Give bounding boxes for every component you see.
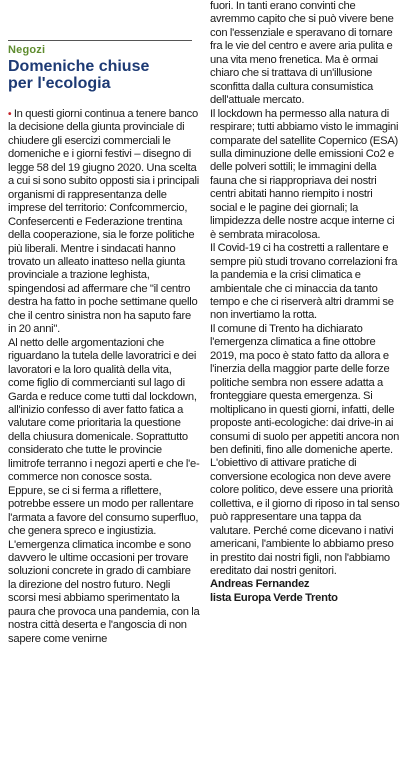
article-title-line-1: Domeniche chiuse bbox=[8, 58, 150, 75]
article-title-line-2: per l'ecologia bbox=[8, 75, 111, 92]
section-label: Negozi bbox=[8, 44, 46, 56]
paragraph-7: Il comune di Trento ha dichiarato l'emergenza climatica a fine ottobre 2019, ma poco è stato fatto da allora e l'inerzia della maggior parte delle forze politiche sembra non essere adatta a fronteggiare questa emergenza. Si moltiplicano in questi giorni, infatti, delle proposte anti-ecologiche: dai drive-in ai consumi di suolo per appetiti ancora non ben definiti, fino alle domeniche aperte. bbox=[210, 322, 400, 456]
paragraph-1-text: In questi giorni continua a tenere banco la decisione della giunta provinciale di chiudere gli esercizi commerciali le domeniche e i giorni festivi – disegno di legge 58 del 19 giugno 2020. Una scelta a cui si sono subito opposti sia i principali organismi di rappresentanza delle imprese del territorio: Confcommercio, Confesercenti e Federazione trentina della cooperazione, sia le forze politiche più liberali. Mentre i sindacati hanno trovato un alleato inatteso nella giunta provinciale a trazione leghista, spingendosi ad affermare che "il centro destra ha fatto in poche settimane quello che il centro sinistra non ha saputo fare in 20 anni". bbox=[8, 108, 199, 336]
paragraph-2: Al netto delle argomentazioni che riguardano la tutela delle lavoratrici e dei lavoratori e la loro qualità della vita, come figlio di commercianti sul lago di Garda e reduce come tutti dal lockdown, all'inizio confesso di aver fatto fatica a valutare come prioritaria la questione della chiusura domenicale. Soprattutto considerato che tutte le provincie limitrofe terranno i negozi aperti e che l'e-commerce non conosce sosta. bbox=[8, 336, 200, 484]
section-rule bbox=[8, 40, 192, 41]
paragraph-6: Il Covid-19 ci ha costretti a rallentare e sempre più studi trovano correlazioni fra la pandemia e la crisi climatica e ambientale che ci minaccia da tanto tempo e che ci riserverà altri drammi se non invertiamo la rotta. bbox=[210, 242, 398, 322]
paragraph-8: L'obiettivo di attivare pratiche di conversione ecologica non deve avere colore politico, deve essere una priorità collettiva, e il giorno di riposo in tal senso può rappresentare una tappa da valutare. Perché come dicevano i nativi americani, l'ambiente lo abbiamo preso in prestito dai nostri figli, non l'abbiamo ereditato dai nostri genitori. bbox=[210, 457, 400, 578]
author-affiliation: lista Europa Verde Trento bbox=[210, 591, 338, 604]
left-column bbox=[8, 108, 200, 646]
paragraph-5: Il lockdown ha permesso alla natura di respirare; tutti abbiamo visto le immagini comparate del satellite Copernico (ESA) sulla diminuzione delle emissioni Co2 e delle polveri sottili; le immagini della fauna che si riappropriava dei nostri centri abitati hanno riempito i nostri social e le pagine dei giornali; la limpidezza delle nostre acque interne ci è sembrata miracolosa. bbox=[210, 107, 399, 241]
author-name: Andreas Fernandez bbox=[210, 578, 310, 591]
paragraph-3: Eppure, se ci si ferma a riflettere, potrebbe essere un modo per rallentare l'armata a favore del consumo superfluo, che genera spreco e ingiustizia. L'emergenza climatica incombe e sono davvero le ultime occasioni per trovare soluzioni concrete in grado di cambiare la direzione del nostro futuro. Negli scorsi mesi abbiamo sperimentato la paura che provoca una pandemia, con la nostra città deserta e l'angoscia di non sapere come venirne bbox=[8, 484, 200, 645]
paragraph-1 bbox=[8, 108, 200, 337]
article-title bbox=[8, 58, 200, 92]
right-column bbox=[210, 0, 400, 605]
paragraph-4: fuori. In tanti erano convinti che avremmo capito che si può vivere bene con l'essenziale e speravano di tornare fra le vie del centro e avere aria pulita e una vita meno frenetica. Ma è ormai chiaro che si trattava di un'illusione sconfitta dalla cultura consumistica dell'attuale mercato. bbox=[210, 0, 394, 107]
bullet-icon: • bbox=[8, 109, 12, 120]
